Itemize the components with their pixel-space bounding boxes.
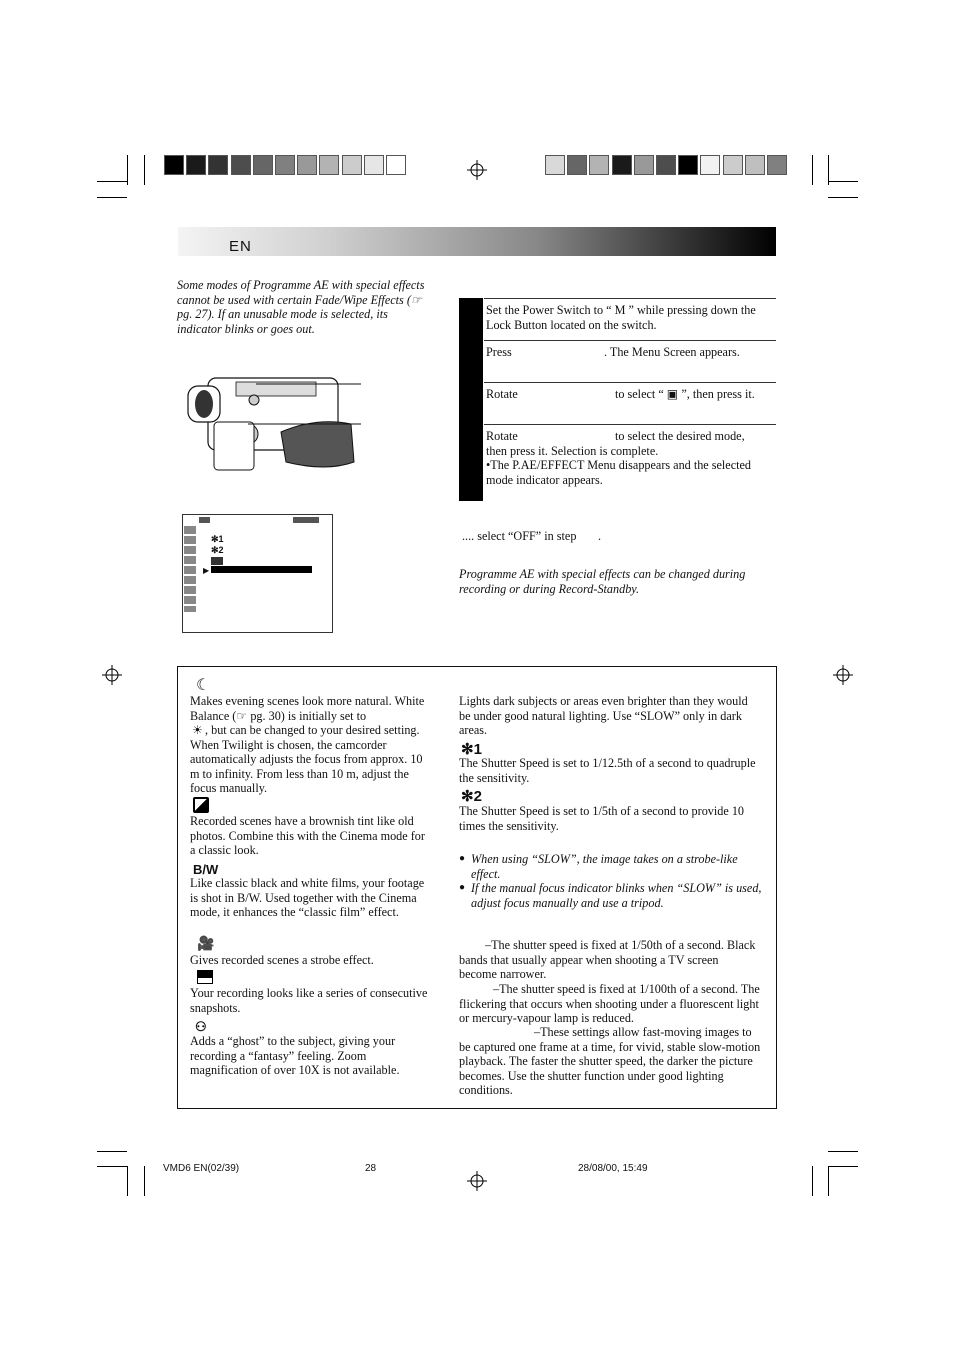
color-swatch xyxy=(634,155,654,175)
color-swatch xyxy=(767,155,787,175)
crop-mark xyxy=(812,155,813,185)
slow-1-label: 1 xyxy=(473,741,482,758)
color-swatch xyxy=(656,155,676,175)
crop-mark xyxy=(828,181,858,182)
color-swatch xyxy=(297,155,317,175)
menu-indicator xyxy=(293,517,319,523)
sepia-icon xyxy=(193,797,209,813)
language-label: EN xyxy=(229,238,252,255)
bullet-icon: ● xyxy=(459,853,466,864)
color-swatch xyxy=(700,155,720,175)
shutter-50-text: –The shutter speed is fixed at 1/50th of a second. Black bands that usually appear when shooting a TV screen become narrower. xyxy=(459,938,756,982)
footer-right: 28/08/00, 15:49 xyxy=(578,1163,648,1174)
color-swatch xyxy=(231,155,251,175)
slow-2-menu-item: ✻2 xyxy=(211,545,224,555)
color-swatch xyxy=(275,155,295,175)
menu-cursor-icon: ▶ xyxy=(203,566,210,575)
step-divider xyxy=(484,382,776,383)
step-4-text-a: Rotate xyxy=(486,429,518,443)
step-divider xyxy=(484,340,776,341)
color-swatch xyxy=(745,155,765,175)
twilight-text-2: , but can be changed to your desired setting. When Twilight is chosen, the camcorder automatically adjusts the focus from approx. 10 m to infinity. From less than 10 m, adjust the focus manually. xyxy=(190,723,423,796)
step-2-text-b: . The Menu Screen appears. xyxy=(604,345,740,359)
step-2-text-a: Press xyxy=(486,345,512,359)
color-swatch xyxy=(319,155,339,175)
footer-page-number: 28 xyxy=(365,1163,377,1174)
record-note: Programme AE with special effects can be changed during recording or during Record-Standby. xyxy=(459,567,746,596)
video-echo-icon: ⚇ xyxy=(195,1019,207,1034)
cancel-step: . xyxy=(598,529,602,543)
slow-1-icon: ✻1 xyxy=(461,741,482,758)
cancel-text: .... select “OFF” in step xyxy=(462,529,577,543)
crop-mark xyxy=(144,155,145,185)
crop-mark xyxy=(127,1166,128,1196)
slow-2-menu-label: 2 xyxy=(218,545,224,555)
color-swatch xyxy=(186,155,206,175)
crop-mark xyxy=(97,181,127,182)
color-swatch xyxy=(678,155,698,175)
sun-icon: ☀ xyxy=(192,723,203,737)
bullet-icon: ● xyxy=(459,882,466,893)
twilight-text: Makes evening scenes look more natural. White Balance (☞ pg. 30) is initially set to xyxy=(190,694,425,723)
registration-mark-icon xyxy=(833,665,853,685)
strobe-icon: 🎥 xyxy=(197,935,215,951)
menu-indicator xyxy=(199,517,210,523)
strobe-text: Gives recorded scenes a strobe effect. xyxy=(190,953,374,967)
intro-note: Some modes of Programme AE with special effects cannot be used with certain Fade/Wipe Effects (☞ pg. 27). If an unusable mode is selected, its indicator blinks or goes out. xyxy=(177,278,425,336)
slow-2-text: The Shutter Speed is set to 1/5th of a second to provide 10 times the sensitivity. xyxy=(459,804,745,833)
color-swatch xyxy=(253,155,273,175)
color-swatch xyxy=(589,155,609,175)
menu-screen xyxy=(182,514,333,633)
steps-sidebar-bar xyxy=(459,298,483,501)
color-swatch xyxy=(208,155,228,175)
color-swatch xyxy=(342,155,362,175)
step-divider xyxy=(484,424,776,425)
color-swatch xyxy=(567,155,587,175)
slow-1-text: The Shutter Speed is set to 1/12.5th of a second to quadruple the sensitivity. xyxy=(459,756,756,785)
sepia-text: Recorded scenes have a brownish tint like old photos. Combine this with the Cinema mode for a classic look. xyxy=(190,814,425,858)
step-3-text-b: to select “ ▣ ”, then press it. xyxy=(615,387,755,401)
note-2-text: If the manual focus indicator blinks when “SLOW” is used, adjust focus manually and use a tripod. xyxy=(471,881,762,910)
registration-mark-icon xyxy=(467,160,487,180)
crop-mark xyxy=(828,1151,858,1152)
color-swatch xyxy=(612,155,632,175)
bw-label: B/W xyxy=(193,862,219,877)
slow-intro-text: Lights dark subjects or areas even brighter than they would be under good natural lighting. Use “SLOW” only in dark areas. xyxy=(459,694,748,738)
video-echo-text: Adds a “ghost” to the subject, giving your recording a “fantasy” feeling. Zoom magnification of over 10X is not available. xyxy=(190,1034,400,1078)
step-divider xyxy=(484,298,776,299)
color-swatch xyxy=(164,155,184,175)
camcorder-illustration xyxy=(186,362,361,480)
crop-mark xyxy=(828,197,858,198)
footer-left: VMD6 EN(02/39) xyxy=(163,1163,240,1174)
bw-text: Like classic black and white films, your footage is shot in B/W. Used together with the Cinema mode, it enhances the “classic film” effect. xyxy=(190,876,425,920)
crop-mark xyxy=(144,1166,145,1196)
menu-icon-column xyxy=(184,526,196,612)
note-1-text: When using “SLOW”, the image takes on a strobe-like effect. xyxy=(471,852,738,881)
color-swatch xyxy=(386,155,406,175)
crop-mark xyxy=(97,1151,127,1152)
crop-mark xyxy=(127,155,128,185)
menu-highlight-bar xyxy=(211,566,312,573)
step-3-text-a: Rotate xyxy=(486,387,518,401)
twilight-icon: ☾ xyxy=(196,677,211,694)
shutter-fast-text: –These settings allow fast-moving images to be captured one frame at a time, for vivid, stable slow-motion playback. The faster the shutter speed, the darker the picture becomes. Use the shutter function under good lighting conditions. xyxy=(459,1025,761,1098)
crop-mark xyxy=(812,1166,813,1196)
menu-selected-icon xyxy=(211,557,223,565)
crop-mark xyxy=(97,1166,127,1167)
classic-film-text: Your recording looks like a series of consecutive snapshots. xyxy=(190,986,428,1015)
color-swatch xyxy=(364,155,384,175)
crop-mark xyxy=(828,1166,829,1196)
slow-2-icon: ✻2 xyxy=(461,788,482,805)
step-1-text: Set the Power Switch to “ M ” while pressing down the Lock Button located on the switch. xyxy=(486,303,756,332)
color-swatch xyxy=(723,155,743,175)
crop-mark xyxy=(828,155,829,185)
step-4-text-d: •The P.AE/EFFECT Menu disappears and the selected mode indicator appears. xyxy=(486,458,752,487)
shutter-100-text: –The shutter speed is fixed at 1/100th of a second. The flickering that occurs when shooting under a fluorescent light or mercury-vapour lamp is reduced. xyxy=(459,982,760,1026)
color-swatch xyxy=(545,155,565,175)
slow-2-label: 2 xyxy=(473,788,482,805)
header-bar xyxy=(178,227,776,256)
registration-mark-icon xyxy=(467,1171,487,1191)
slow-1-menu-label: 1 xyxy=(218,534,224,544)
registration-mark-icon xyxy=(102,665,122,685)
crop-mark xyxy=(828,1166,858,1167)
classic-film-icon xyxy=(197,970,213,984)
slow-1-menu-item: ✻1 xyxy=(211,534,224,544)
step-4-text-c: then press it. Selection is complete. xyxy=(486,444,659,458)
step-4-text-b: to select the desired mode, xyxy=(615,429,745,443)
crop-mark xyxy=(97,197,127,198)
